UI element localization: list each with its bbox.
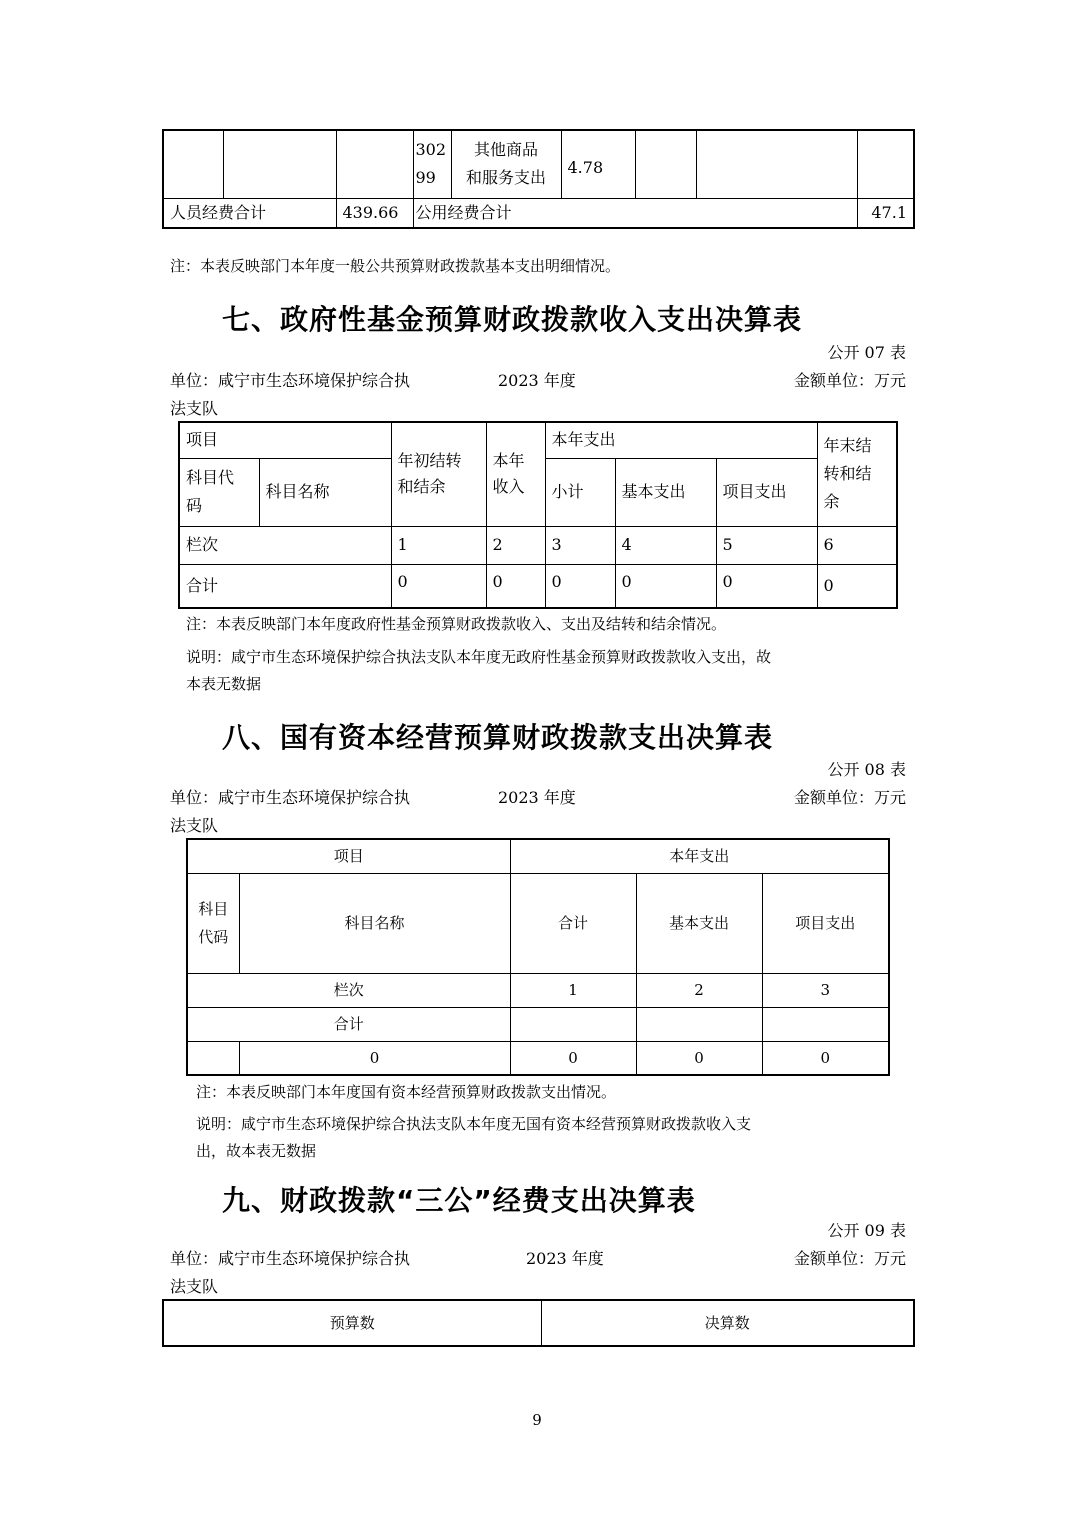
row-index-c5: 5 bbox=[716, 526, 817, 564]
header-end-line1: 年末结 bbox=[823, 436, 872, 456]
table-row bbox=[163, 1300, 914, 1346]
header-end-line3: 余 bbox=[823, 492, 840, 512]
header-expense: 本年支出 bbox=[545, 422, 817, 458]
header-name: 科目名称 bbox=[259, 458, 391, 526]
row-total-c1: 0 bbox=[391, 564, 486, 608]
three-public-expense-table bbox=[162, 1299, 915, 1347]
row-index-c1: 1 bbox=[510, 973, 636, 1007]
header-expense: 本年支出 bbox=[510, 839, 889, 873]
section7-amount-unit: 金额单位：万元 bbox=[793, 371, 906, 390]
row-total-label: 合计 bbox=[179, 564, 391, 608]
header-code-line1: 科目代 bbox=[186, 468, 235, 487]
state-capital-table bbox=[186, 838, 890, 1076]
row-index-label: 栏次 bbox=[187, 973, 510, 1007]
row-index-c2: 2 bbox=[636, 973, 762, 1007]
header-end-balance bbox=[817, 422, 897, 526]
table-cell bbox=[187, 1041, 239, 1075]
row-total-c3: 0 bbox=[545, 564, 615, 608]
header-subtotal: 小计 bbox=[545, 458, 615, 526]
header-name: 科目名称 bbox=[239, 873, 510, 973]
section7-title: 七、政府性基金预算财政拨款收入支出决算表 bbox=[222, 303, 803, 336]
section8-table-no: 公开 08 表 bbox=[827, 760, 906, 779]
section9-year: 2023 年度 bbox=[526, 1249, 604, 1268]
subject-value: 4.78 bbox=[561, 130, 635, 198]
section8-note: 注：本表反映部门本年度国有资本经营预算财政拨款支出情况。 bbox=[196, 1083, 617, 1101]
header-income-line2: 收入 bbox=[492, 477, 525, 497]
table-row bbox=[179, 564, 897, 608]
section9-title: 九、财政拨款“三公”经费支出决算表 bbox=[222, 1184, 696, 1217]
header-code-line2: 代码 bbox=[198, 928, 229, 946]
basic-expense-detail-table bbox=[162, 129, 915, 229]
subject-name-cell bbox=[451, 130, 561, 198]
row-total-c2: 0 bbox=[486, 564, 545, 608]
row-index-c4: 4 bbox=[615, 526, 716, 564]
table-cell bbox=[636, 1007, 762, 1041]
table-row bbox=[187, 1007, 889, 1041]
row-index-c3: 3 bbox=[545, 526, 615, 564]
table-cell bbox=[163, 130, 223, 198]
header-income-line1: 本年 bbox=[492, 451, 525, 471]
section9-unit: 单位：咸宁市生态环境保护综合执 bbox=[170, 1249, 411, 1268]
row-index-c2: 2 bbox=[486, 526, 545, 564]
header-project: 项目支出 bbox=[716, 458, 817, 526]
section7-explain-line1: 说明：咸宁市生态环境保护综合执法支队本年度无政府性基金预算财政拨款收入支出，故 bbox=[186, 648, 772, 666]
section7-explain-line2: 本表无数据 bbox=[186, 675, 262, 693]
subject-code-cell bbox=[413, 130, 451, 198]
row-total-c6: 0 bbox=[817, 564, 897, 608]
subject-code-line2: 99 bbox=[415, 168, 436, 188]
header-item: 项目 bbox=[179, 422, 391, 458]
table-row bbox=[179, 526, 897, 564]
subject-name-line2: 和服务支出 bbox=[465, 168, 546, 188]
section8-year: 2023 年度 bbox=[498, 788, 576, 807]
header-end-line2: 转和结 bbox=[823, 464, 872, 484]
row-total-label: 合计 bbox=[187, 1007, 510, 1041]
section8-explain-line1: 说明：咸宁市生态环境保护综合执法支队本年度无国有资本经营预算财政拨款收入支 bbox=[196, 1115, 752, 1133]
section9-unit-cont: 法支队 bbox=[170, 1277, 219, 1296]
table-cell bbox=[223, 130, 336, 198]
header-project: 项目支出 bbox=[762, 873, 889, 973]
header-begin-line2: 和结余 bbox=[397, 477, 446, 497]
row-index-c6: 6 bbox=[817, 526, 897, 564]
header-code-line2: 码 bbox=[186, 496, 203, 515]
header-income bbox=[486, 422, 545, 526]
table-cell bbox=[696, 130, 857, 198]
header-code bbox=[179, 458, 259, 526]
public-total-label: 公用经费合计 bbox=[413, 198, 857, 228]
section9-amount-unit: 金额单位：万元 bbox=[793, 1249, 906, 1268]
row-index-c1: 1 bbox=[391, 526, 486, 564]
section9-table-no: 公开 09 表 bbox=[827, 1221, 906, 1240]
header-begin-balance bbox=[391, 422, 486, 526]
row-value-c3: 0 bbox=[762, 1041, 889, 1075]
table-row bbox=[179, 422, 897, 458]
row-total-c5: 0 bbox=[716, 564, 817, 608]
table-row bbox=[163, 130, 914, 198]
header-basic: 基本支出 bbox=[615, 458, 716, 526]
section8-unit-cont: 法支队 bbox=[170, 816, 219, 835]
table-cell bbox=[510, 1007, 636, 1041]
public-total-value: 47.1 bbox=[857, 198, 914, 228]
header-budget: 预算数 bbox=[163, 1300, 541, 1346]
section7-year: 2023 年度 bbox=[498, 371, 576, 390]
section8-amount-unit: 金额单位：万元 bbox=[793, 788, 906, 807]
subject-name-line1: 其他商品 bbox=[473, 140, 538, 160]
section8-unit: 单位：咸宁市生态环境保护综合执 bbox=[170, 788, 411, 807]
header-item: 项目 bbox=[187, 839, 510, 873]
header-begin-line1: 年初结转 bbox=[397, 451, 462, 471]
row-value-c1: 0 bbox=[510, 1041, 636, 1075]
header-basic: 基本支出 bbox=[636, 873, 762, 973]
section7-unit: 单位：咸宁市生态环境保护综合执 bbox=[170, 371, 411, 390]
section8-explain-line2: 出，故本表无数据 bbox=[196, 1142, 317, 1160]
table-row bbox=[187, 873, 889, 973]
header-total: 合计 bbox=[510, 873, 636, 973]
table-cell bbox=[336, 130, 413, 198]
table6-note: 注：本表反映部门本年度一般公共预算财政拨款基本支出明细情况。 bbox=[170, 257, 621, 275]
personnel-total-value: 439.66 bbox=[336, 198, 413, 228]
row-total-c4: 0 bbox=[615, 564, 716, 608]
page-number: 9 bbox=[532, 1411, 542, 1429]
row-index-c3: 3 bbox=[762, 973, 889, 1007]
table-row bbox=[163, 198, 914, 228]
section8-title: 八、国有资本经营预算财政拨款支出决算表 bbox=[222, 721, 774, 754]
header-code bbox=[187, 873, 239, 973]
header-code-line1: 科目 bbox=[198, 900, 229, 918]
section7-unit-cont: 法支队 bbox=[170, 399, 219, 418]
section7-note: 注：本表反映部门本年度政府性基金预算财政拨款收入、支出及结转和结余情况。 bbox=[186, 615, 727, 633]
header-final: 决算数 bbox=[541, 1300, 914, 1346]
table-row bbox=[187, 973, 889, 1007]
table-cell bbox=[635, 130, 696, 198]
row-value-name: 0 bbox=[239, 1041, 510, 1075]
gov-fund-table bbox=[178, 421, 898, 609]
subject-code-line1: 302 bbox=[415, 140, 447, 160]
section7-table-no: 公开 07 表 bbox=[827, 343, 906, 362]
table-cell bbox=[762, 1007, 889, 1041]
table-row bbox=[187, 839, 889, 873]
personnel-total-label: 人员经费合计 bbox=[163, 198, 336, 228]
row-value-c2: 0 bbox=[636, 1041, 762, 1075]
row-index-label: 栏次 bbox=[179, 526, 391, 564]
table-row bbox=[187, 1041, 889, 1075]
table-cell bbox=[857, 130, 914, 198]
